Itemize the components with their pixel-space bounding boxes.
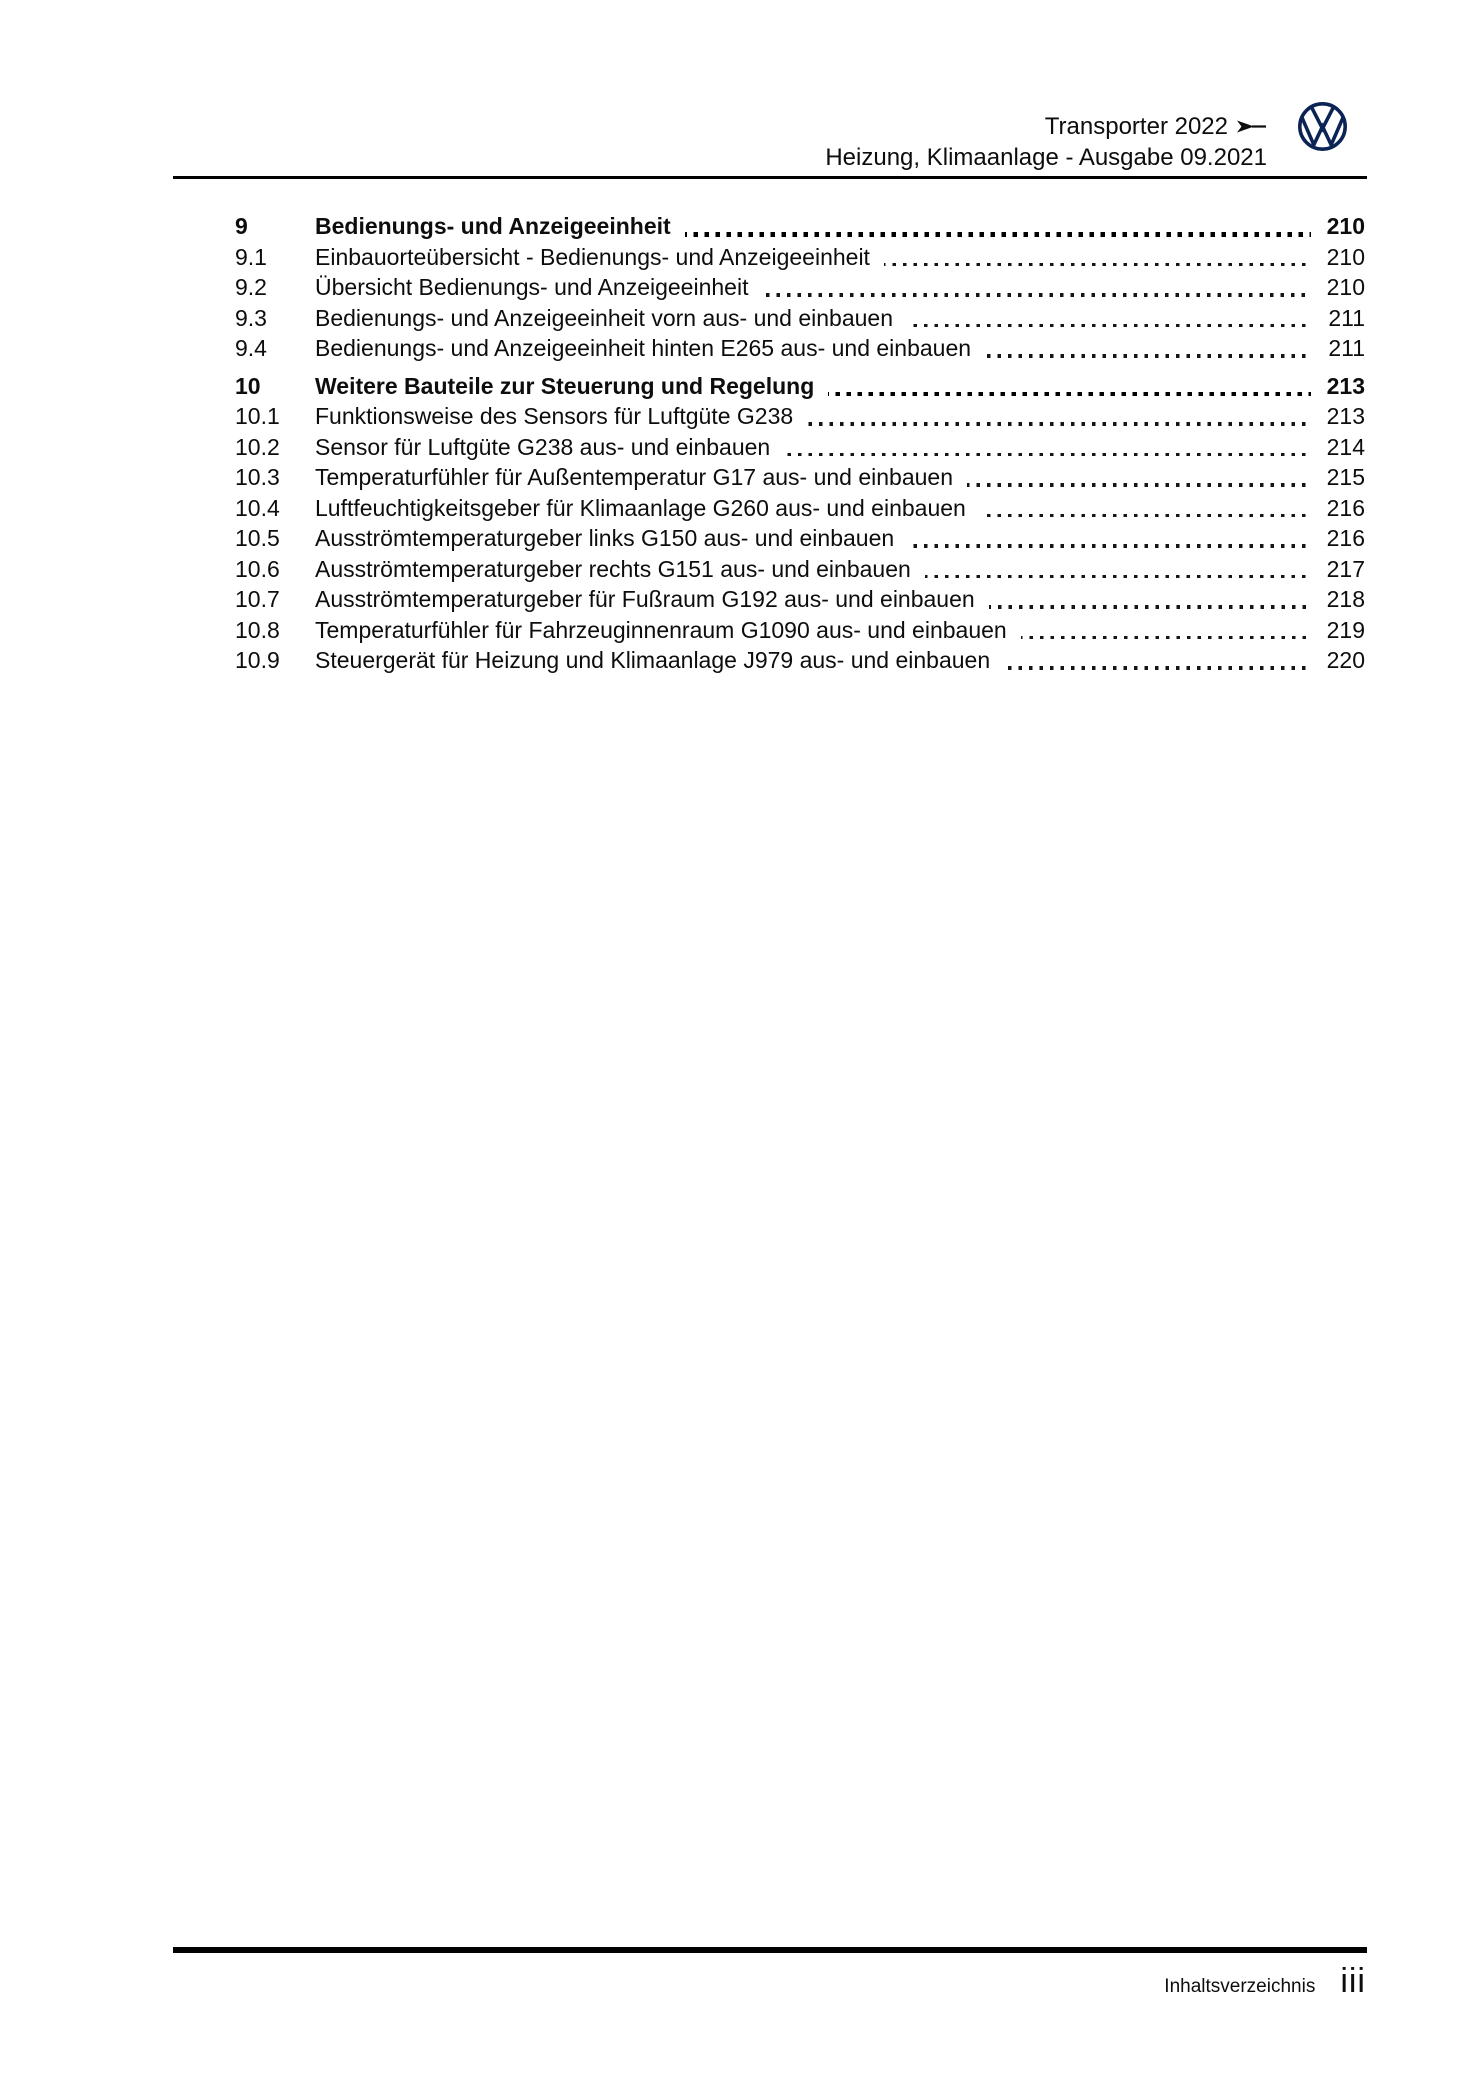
dot-leader xyxy=(762,293,1311,297)
toc-entry-number: 10.3 xyxy=(235,464,280,490)
dot-leader xyxy=(985,354,1311,358)
toc-entry xyxy=(235,333,1365,364)
toc-entry-number: 10.4 xyxy=(235,494,280,521)
toc-entry-title: Weitere Bauteile zur Steuerung und Regelung xyxy=(315,372,815,399)
toc-entry-title: Ausströmtemperaturgeber links G150 aus- und einbauen xyxy=(315,525,895,551)
toc-entry-title: Temperaturfühler für Fahrzeuginnenraum G1090 aus- und einbauen xyxy=(315,616,1007,643)
dot-leader xyxy=(989,605,1311,609)
toc-entry-page: 210 xyxy=(1326,213,1365,239)
toc-entry-page: 211 xyxy=(1328,335,1365,361)
toc-entry-page: 216 xyxy=(1326,494,1365,521)
toc-entry-number: 9.4 xyxy=(235,335,267,361)
toc-entry-title: Sensor für Luftgüte G238 aus- und einbauen xyxy=(315,433,771,460)
dot-leader xyxy=(807,422,1311,426)
header xyxy=(825,110,1267,173)
toc-entry-number: 10.7 xyxy=(235,586,280,612)
dot-leader xyxy=(828,392,1311,397)
toc-entry-number: 10.1 xyxy=(235,403,280,429)
toc-entry xyxy=(235,615,1365,646)
toc-entry xyxy=(235,401,1365,432)
toc-entry-page: 220 xyxy=(1326,647,1365,673)
footer xyxy=(1164,1962,1366,2001)
toc-entry xyxy=(235,371,1365,402)
toc-entry xyxy=(235,432,1365,463)
toc-entry xyxy=(235,645,1365,676)
toc-entry-page: 214 xyxy=(1326,433,1365,460)
toc-entry-number: 10 xyxy=(235,372,261,399)
dot-leader xyxy=(884,263,1311,267)
dot-leader xyxy=(980,514,1311,518)
toc-entry-number: 9.2 xyxy=(235,274,267,300)
dot-leader xyxy=(907,324,1311,328)
header-model-line xyxy=(825,110,1267,142)
toc-entry-number: 10.5 xyxy=(235,525,280,551)
footer-label: Inhaltsverzeichnis xyxy=(1164,1976,1316,1997)
toc-entry-title: Funktionsweise des Sensors für Luftgüte G238 xyxy=(315,403,794,429)
toc-entry-page: 211 xyxy=(1328,304,1365,331)
toc-entry xyxy=(235,554,1365,585)
toc-entry-number: 9.1 xyxy=(235,243,267,270)
dot-leader xyxy=(685,232,1311,237)
toc-entry-number: 10.8 xyxy=(235,616,280,643)
toc-entry-page: 213 xyxy=(1326,372,1365,399)
dot-leader xyxy=(967,483,1311,487)
dot-leader xyxy=(925,575,1311,579)
table-of-contents xyxy=(235,204,1365,676)
toc-entry xyxy=(235,211,1365,242)
model-year-arrow-icon xyxy=(1237,110,1267,123)
toc-entry-number: 9 xyxy=(235,213,248,239)
dot-leader xyxy=(784,453,1311,457)
toc-entry xyxy=(235,584,1365,615)
toc-entry-title: Ausströmtemperaturgeber für Fußraum G192 aus- und einbauen xyxy=(315,586,975,612)
toc-entry-page: 216 xyxy=(1326,525,1365,551)
toc-entry xyxy=(235,523,1365,554)
toc-entry-title: Einbauorteübersicht - Bedienungs- und Anzeigeeinheit xyxy=(315,243,870,270)
toc-entry-page: 213 xyxy=(1326,403,1365,429)
toc-entry xyxy=(235,272,1365,303)
toc-entry-title: Bedienungs- und Anzeigeeinheit vorn aus- und einbauen xyxy=(315,304,893,331)
toc-entry-page: 219 xyxy=(1326,616,1365,643)
toc-entry xyxy=(235,493,1365,524)
toc-entry xyxy=(235,462,1365,493)
toc-entry-number: 10.6 xyxy=(235,555,280,582)
toc-entry-number: 10.9 xyxy=(235,647,280,673)
toc-entry-page: 215 xyxy=(1326,464,1365,490)
dot-leader xyxy=(908,544,1311,548)
header-subtitle: Heizung, Klimaanlage - Ausgabe 09.2021 xyxy=(825,144,1267,171)
toc-entry-page: 217 xyxy=(1326,555,1365,582)
toc-entry-number: 9.3 xyxy=(235,304,267,331)
toc-entry-page: 210 xyxy=(1326,243,1365,270)
toc-entry-page: 210 xyxy=(1326,274,1365,300)
toc-entry-title: Luftfeuchtigkeitsgeber für Klimaanlage G260 aus- und einbauen xyxy=(315,494,966,521)
vw-logo-icon xyxy=(1297,101,1348,152)
toc-entry-title: Ausströmtemperaturgeber rechts G151 aus- und einbauen xyxy=(315,555,911,582)
toc-entry xyxy=(235,303,1365,334)
toc-entry xyxy=(235,242,1365,273)
toc-entry-title: Übersicht Bedienungs- und Anzeigeeinheit xyxy=(315,274,749,300)
dot-leader xyxy=(1004,666,1311,670)
toc-entry-title: Bedienungs- und Anzeigeeinheit hinten E265 aus- und einbauen xyxy=(315,335,972,361)
dot-leader xyxy=(1021,636,1311,640)
toc-entry-title: Steuergerät für Heizung und Klimaanlage J979 aus- und einbauen xyxy=(315,647,991,673)
toc-entry-number: 10.2 xyxy=(235,433,280,460)
toc-entry-title: Temperaturfühler für Außentemperatur G17 aus- und einbauen xyxy=(315,464,953,490)
header-rule xyxy=(173,176,1367,179)
header-model-line-text: Transporter 2022 xyxy=(1044,113,1228,140)
toc-entry-title: Bedienungs- und Anzeigeeinheit xyxy=(315,213,671,239)
footer-page-number: iii xyxy=(1340,1962,1366,2000)
toc-entry-page: 218 xyxy=(1326,586,1365,612)
footer-rule xyxy=(173,1947,1367,1953)
